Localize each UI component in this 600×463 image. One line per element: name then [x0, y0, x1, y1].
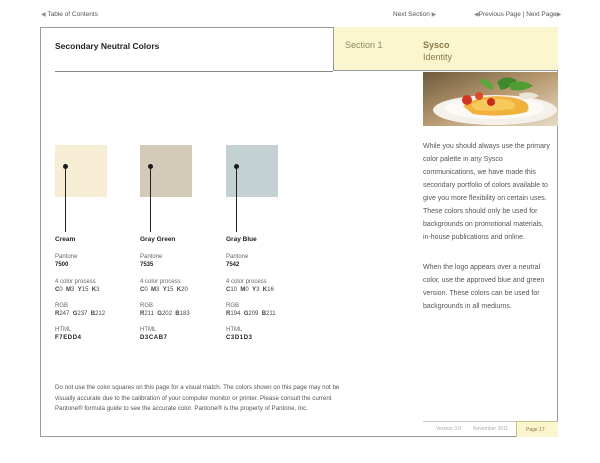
cmyk-num: 10 — [230, 287, 238, 293]
cmyk-key: Y — [77, 287, 82, 293]
rgb-num: 183 — [179, 311, 190, 317]
cmyk-label: 4 color process — [140, 279, 181, 285]
rgb-num: 194 — [230, 311, 241, 317]
title-divider — [55, 71, 333, 72]
cmyk-value — [140, 287, 188, 293]
rgb-value — [226, 311, 276, 317]
html-value: F7EDD4 — [55, 335, 82, 341]
previous-page-label: Previous Page — [478, 11, 521, 18]
next-page-label: Next Page — [526, 11, 557, 18]
body-paragraph-primary: While you should always use the primary color palette in any Sysco communications, we have made this secondary portfolio of colors available to give you more flexibility on certain uses. These colors should only be used for backgrounds on promotional materials, in-house publications and online. — [423, 143, 550, 241]
html-label: HTML — [55, 327, 72, 333]
color-name-cream: Cream — [55, 236, 76, 243]
cmyk-label: 4 color process — [55, 279, 96, 285]
cmyk-key: M — [240, 287, 246, 293]
rgb-key: B — [175, 311, 180, 317]
footer-divider — [423, 421, 516, 422]
rgb-num: 212 — [95, 311, 106, 317]
pantone-label: Pantone — [55, 254, 78, 260]
previous-page-link[interactable] — [474, 11, 521, 18]
cmyk-num: 0 — [144, 287, 148, 293]
swatch-leader-line — [65, 168, 66, 232]
cmyk-num: 3 — [96, 287, 100, 293]
swatch-gray-green — [140, 145, 192, 197]
rgb-key: R — [55, 311, 60, 317]
rgb-label: RGB — [226, 303, 240, 309]
section-label: Section 1 — [345, 40, 383, 50]
cmyk-num: 16 — [267, 287, 274, 293]
brand-title: Sysco — [423, 40, 450, 50]
rgb-value — [55, 311, 105, 317]
pantone-value: 7500 — [55, 262, 69, 268]
cmyk-key: C — [226, 287, 231, 293]
cmyk-label: 4 color process — [226, 279, 267, 285]
rgb-key: G — [243, 311, 249, 317]
triangle-right-icon: ▶ — [431, 12, 437, 18]
pantone-value: 7542 — [226, 262, 240, 268]
color-name-gray-green: Gray Green — [140, 236, 176, 243]
rgb-key: R — [226, 311, 231, 317]
cmyk-num: 3 — [71, 287, 75, 293]
nav-separator: | — [522, 11, 525, 18]
page-title: Secondary Neutral Colors — [55, 41, 160, 51]
swatch-leader-line — [236, 168, 237, 232]
next-section-label: Next Section — [393, 11, 430, 18]
footer-date: November 2011 — [473, 426, 509, 432]
rgb-key: R — [140, 311, 145, 317]
table-of-contents-link[interactable] — [41, 11, 98, 18]
next-section-link[interactable] — [393, 11, 436, 18]
triangle-right-icon: ▶ — [556, 12, 562, 18]
pantone-label: Pantone — [226, 254, 249, 260]
cmyk-num: 0 — [59, 287, 63, 293]
cmyk-key: K — [91, 287, 97, 293]
rgb-num: 211 — [144, 311, 154, 317]
rgb-num: 202 — [161, 311, 172, 317]
swatch-cream — [55, 145, 107, 197]
rgb-label: RGB — [140, 303, 154, 309]
cmyk-num: 15 — [81, 287, 89, 293]
rgb-num: 211 — [266, 311, 276, 317]
rgb-num: 209 — [248, 311, 259, 317]
cmyk-num: 15 — [166, 287, 174, 293]
pantone-label: Pantone — [140, 254, 163, 260]
swatch-leader-line — [150, 168, 151, 232]
cmyk-key: M — [66, 287, 72, 293]
triangle-left-icon: ◀ — [41, 12, 46, 18]
rgb-key: B — [261, 311, 267, 317]
cmyk-value — [226, 287, 274, 293]
html-value: C3D1D3 — [226, 335, 253, 341]
color-name-gray-blue: Gray Blue — [226, 236, 257, 243]
cmyk-num: 3 — [256, 287, 260, 293]
html-label: HTML — [226, 327, 243, 333]
cmyk-key: Y — [162, 287, 167, 293]
rgb-num: 247 — [59, 311, 70, 317]
cmyk-key: K — [262, 287, 268, 293]
rgb-num: 237 — [77, 311, 88, 317]
rgb-key: G — [72, 311, 78, 317]
food-photo — [423, 72, 558, 126]
cmyk-key: K — [176, 287, 182, 293]
triangle-left-icon: ◀ — [474, 12, 479, 18]
brand-subtitle: Identity — [423, 52, 453, 62]
rgb-value — [140, 311, 190, 317]
next-page-link[interactable] — [526, 11, 561, 18]
html-value: D3CAB7 — [140, 335, 168, 341]
cmyk-key: Y — [252, 287, 257, 293]
body-paragraph-logo: When the logo appears over a neutral color, use the approved blue and green version. These colors can be used for backgrounds in all mediums. — [423, 264, 545, 310]
footer-page-number: Page 17 — [516, 421, 558, 437]
cmyk-value — [55, 287, 99, 293]
page-nav — [474, 11, 561, 18]
color-disclaimer-note: Do not use the color squares on this page for a visual match. The colors shown on this page may not be visually accurate due to the calibration of your computer monitor or printer. Please consult the current Pantone® formula guide to see the accurate color. Pantone® is the property of Pantone, Inc. — [55, 384, 340, 412]
cmyk-key: M — [151, 287, 157, 293]
html-label: HTML — [140, 327, 157, 333]
footer-version: Version 3.0 — [436, 426, 462, 432]
rgb-label: RGB — [55, 303, 69, 309]
cmyk-key: C — [55, 287, 60, 293]
pantone-value: 7535 — [140, 262, 154, 268]
table-of-contents-label: Table of Contents — [47, 11, 98, 18]
swatch-gray-blue — [226, 145, 278, 197]
cmyk-num: 0 — [245, 287, 249, 293]
cmyk-num: 3 — [156, 287, 160, 293]
cmyk-num: 20 — [181, 287, 188, 293]
rgb-key: G — [157, 311, 162, 317]
rgb-key: B — [90, 311, 96, 317]
cmyk-key: C — [140, 287, 145, 293]
